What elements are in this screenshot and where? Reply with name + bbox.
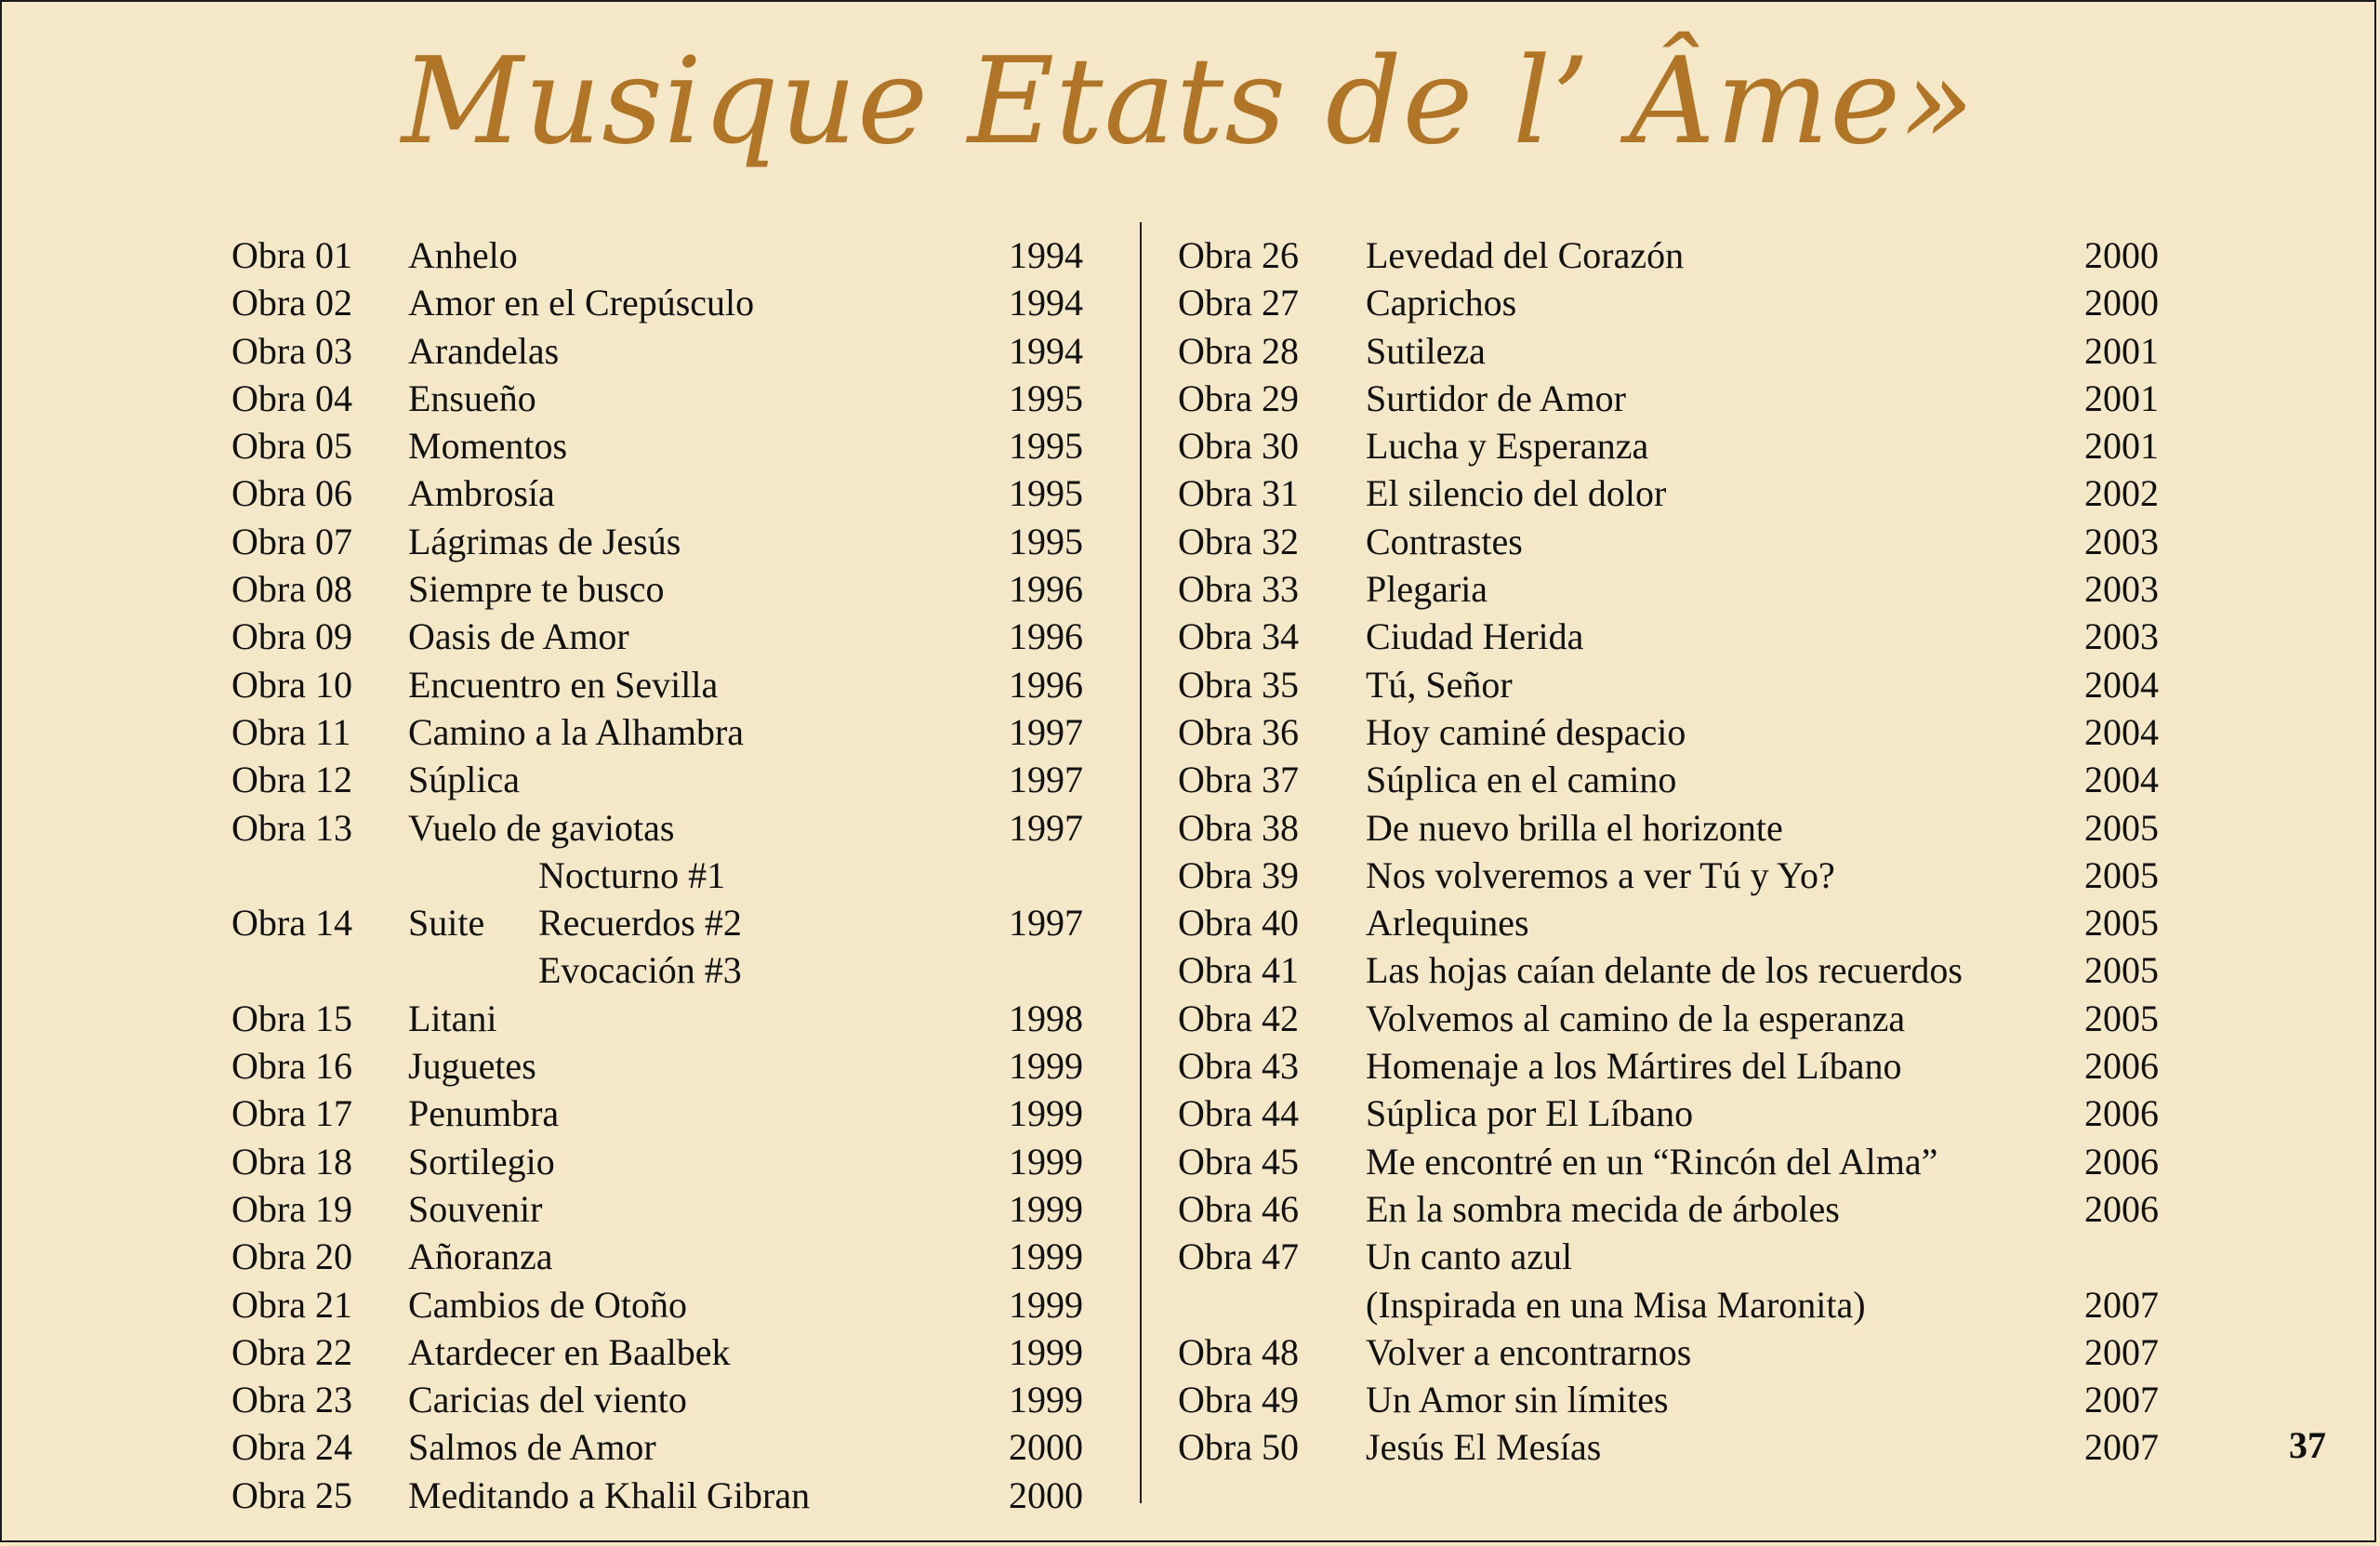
work-year: 2006	[2084, 1092, 2159, 1135]
work-year: 2005	[2084, 997, 2159, 1039]
work-number: Obra 07	[231, 520, 352, 562]
work-number: Obra 39	[1178, 853, 1299, 896]
list-item	[1178, 946, 2187, 994]
work-number: Obra 48	[1178, 1330, 1299, 1373]
list-item	[231, 565, 1087, 613]
work-title: Anhelo	[408, 234, 518, 276]
list-item	[231, 518, 1087, 565]
list-item	[231, 613, 1087, 660]
list-item	[231, 422, 1087, 469]
work-title: Sutileza	[1366, 329, 1486, 372]
work-number: Obra 41	[1178, 949, 1299, 992]
list-item	[231, 708, 1087, 756]
work-title: Arlequines	[1366, 902, 1529, 945]
list-item	[231, 1472, 1087, 1519]
work-number: Obra 31	[1178, 472, 1299, 515]
work-number: Obra 33	[1178, 568, 1299, 611]
work-year: 1999	[1009, 1379, 1083, 1421]
work-number: Obra 08	[231, 568, 352, 611]
work-year: 1994	[1009, 282, 1083, 324]
work-number: Obra 38	[1178, 806, 1299, 849]
work-title: Jesús El Mesías	[1366, 1426, 1602, 1469]
work-number: Obra 02	[231, 282, 352, 324]
work-title: Siempre te busco	[408, 568, 665, 611]
work-number: Obra 43	[1178, 1045, 1299, 1088]
work-year: 1996	[1009, 568, 1083, 611]
work-number: Obra 25	[231, 1473, 352, 1516]
work-number: Obra 15	[231, 997, 352, 1039]
list-item	[1178, 756, 2187, 803]
list-item	[1178, 279, 2187, 326]
work-number: Obra 20	[231, 1235, 352, 1278]
work-number: Obra 42	[1178, 997, 1299, 1039]
list-item	[1178, 995, 2187, 1042]
work-number: Obra 03	[231, 329, 352, 372]
work-title: Súplica por El Líbano	[1366, 1092, 1694, 1135]
work-number: Obra 18	[231, 1140, 352, 1183]
work-number: Obra 35	[1178, 663, 1299, 706]
work-year: 2003	[2084, 615, 2159, 658]
work-title: Lágrimas de Jesús	[408, 520, 681, 562]
work-title: Arandelas	[408, 329, 560, 372]
work-title: Tú, Señor	[1366, 663, 1513, 706]
work-year: 2004	[2084, 759, 2159, 801]
work-number: Obra 50	[1178, 1426, 1299, 1469]
work-title: Añoranza	[408, 1235, 553, 1278]
work-year: 1997	[1009, 806, 1083, 849]
work-title: Cambios de Otoño	[408, 1283, 687, 1326]
work-year: 1995	[1009, 472, 1083, 515]
list-item	[231, 375, 1087, 422]
work-number: Obra 26	[1178, 234, 1299, 276]
list-item	[1178, 565, 2187, 613]
list-item	[1178, 327, 2187, 375]
list-item	[1178, 231, 2187, 279]
list-item	[231, 231, 1087, 279]
work-year: 2007	[2084, 1379, 2159, 1421]
work-title: Salmos de Amor	[408, 1426, 656, 1469]
work-number: Obra 27	[1178, 282, 1299, 324]
list-item	[231, 661, 1087, 708]
list-item	[1178, 469, 2187, 517]
work-title: Las hojas caían delante de los recuerdos	[1366, 949, 1963, 992]
work-year: 1999	[1009, 1140, 1083, 1183]
work-title: Ensueño	[408, 377, 536, 419]
list-item	[231, 469, 1087, 517]
work-number: Obra 49	[1178, 1379, 1299, 1421]
list-item	[1178, 804, 2187, 852]
list-item	[231, 1185, 1087, 1233]
work-year: 1999	[1009, 1187, 1083, 1230]
work-year: 1998	[1009, 997, 1083, 1039]
work-year: 2005	[2084, 902, 2159, 945]
work-year: 1995	[1009, 425, 1083, 468]
work-year: 2000	[1009, 1426, 1083, 1469]
work-title: Contrastes	[1366, 520, 1523, 562]
work-title: Súplica en el camino	[1366, 759, 1677, 801]
work-number: Obra 40	[1178, 902, 1299, 945]
suite-part: Recuerdos #2	[538, 902, 742, 945]
list-item	[1178, 422, 2187, 469]
work-year: 1995	[1009, 377, 1083, 419]
work-number: Obra 09	[231, 615, 352, 658]
work-number: Obra 14	[231, 902, 352, 945]
list-item	[1178, 1376, 2187, 1423]
work-number: Obra 34	[1178, 615, 1299, 658]
work-year: 2005	[2084, 806, 2159, 849]
column-divider	[1140, 222, 1142, 1503]
work-year: 2001	[2084, 377, 2159, 419]
work-year: 1995	[1009, 520, 1083, 562]
list-item	[231, 1328, 1087, 1376]
list-item	[1178, 1090, 2187, 1137]
work-title: Penumbra	[408, 1092, 560, 1135]
work-year: 2005	[2084, 853, 2159, 896]
list-item	[231, 279, 1087, 326]
work-number: Obra 19	[231, 1187, 352, 1230]
list-item	[1178, 661, 2187, 708]
work-number: Obra 28	[1178, 329, 1299, 372]
list-item	[231, 1042, 1087, 1090]
work-number: Obra 04	[231, 377, 352, 419]
list-item	[1178, 518, 2187, 565]
work-number: Obra 36	[1178, 710, 1299, 753]
works-list-right	[1178, 231, 2187, 1472]
list-item	[1178, 375, 2187, 422]
work-number: Obra 22	[231, 1330, 352, 1373]
work-number: Obra 24	[231, 1426, 352, 1469]
suite-label: Suite	[408, 902, 485, 945]
work-title: Ciudad Herida	[1366, 615, 1584, 658]
work-year: 1994	[1009, 329, 1083, 372]
work-year: 1999	[1009, 1235, 1083, 1278]
work-title: Litani	[408, 997, 497, 1039]
work-title: (Inspirada en una Misa Maronita)	[1366, 1283, 1866, 1326]
work-number: Obra 44	[1178, 1092, 1299, 1135]
work-number: Obra 30	[1178, 425, 1299, 468]
work-number: Obra 01	[231, 234, 352, 276]
work-year: 2001	[2084, 425, 2159, 468]
work-title: Vuelo de gaviotas	[408, 806, 675, 849]
work-year: 2004	[2084, 663, 2159, 706]
work-number: Obra 16	[231, 1045, 352, 1088]
work-year: 1999	[1009, 1045, 1083, 1088]
list-item	[231, 852, 1087, 899]
work-title: Meditando a Khalil Gibran	[408, 1473, 811, 1516]
work-title: Súplica	[408, 759, 520, 801]
list-item	[231, 899, 1087, 946]
work-title: Levedad del Corazón	[1366, 234, 1685, 276]
list-item	[1178, 1233, 2187, 1280]
list-item	[1178, 852, 2187, 899]
suite-part: Nocturno #1	[538, 853, 726, 896]
work-title: Camino a la Alhambra	[408, 710, 745, 753]
work-number: Obra 12	[231, 759, 352, 801]
work-number: Obra 17	[231, 1092, 352, 1135]
list-item	[231, 946, 1087, 994]
work-title: El silencio del dolor	[1366, 472, 1667, 515]
list-item	[231, 756, 1087, 803]
work-title: De nuevo brilla el horizonte	[1366, 806, 1783, 849]
work-year: 1997	[1009, 759, 1083, 801]
work-year: 1997	[1009, 902, 1083, 945]
work-year: 2004	[2084, 710, 2159, 753]
work-year: 2006	[2084, 1045, 2159, 1088]
work-title: Un canto azul	[1366, 1235, 1573, 1278]
list-item	[1178, 613, 2187, 660]
work-number: Obra 45	[1178, 1140, 1299, 1183]
work-year: 2006	[2084, 1140, 2159, 1183]
work-title: Oasis de Amor	[408, 615, 629, 658]
list-item	[231, 1090, 1087, 1137]
list-item	[1178, 1328, 2187, 1376]
work-title: Volvemos al camino de la esperanza	[1366, 997, 1906, 1039]
list-item	[231, 1423, 1087, 1471]
work-title: Atardecer en Baalbek	[408, 1330, 731, 1373]
list-item	[231, 804, 1087, 852]
list-item	[231, 995, 1087, 1042]
work-number: Obra 46	[1178, 1187, 1299, 1230]
work-year: 2007	[2084, 1330, 2159, 1373]
work-title: Hoy caminé despacio	[1366, 710, 1686, 753]
work-number: Obra 06	[231, 472, 352, 515]
list-item	[231, 1138, 1087, 1185]
list-item	[1178, 1185, 2187, 1233]
list-item	[1178, 1281, 2187, 1328]
list-item	[231, 1281, 1087, 1328]
work-year: 2005	[2084, 949, 2159, 992]
work-title: Homenaje a los Mártires del Líbano	[1366, 1045, 1902, 1088]
work-number: Obra 29	[1178, 377, 1299, 419]
work-title: Surtidor de Amor	[1366, 377, 1626, 419]
list-item	[1178, 1042, 2187, 1090]
work-year: 1999	[1009, 1330, 1083, 1373]
list-item	[1178, 899, 2187, 946]
page-number: 37	[2289, 1424, 2326, 1466]
work-number: Obra 21	[231, 1283, 352, 1326]
work-title: Amor en el Crepúsculo	[408, 282, 755, 324]
work-year: 2007	[2084, 1426, 2159, 1469]
list-item	[1178, 1423, 2187, 1471]
work-title: Plegaria	[1366, 568, 1488, 611]
work-number: Obra 10	[231, 663, 352, 706]
work-year: 2001	[2084, 329, 2159, 372]
work-title: Momentos	[408, 425, 568, 468]
list-item	[231, 327, 1087, 375]
work-year: 1996	[1009, 663, 1083, 706]
work-title: Juguetes	[408, 1045, 536, 1088]
work-title: Ambrosía	[408, 472, 555, 515]
work-year: 2000	[1009, 1473, 1083, 1516]
work-year: 1999	[1009, 1283, 1083, 1326]
work-number: Obra 11	[231, 710, 351, 753]
work-year: 2000	[2084, 282, 2159, 324]
list-item	[231, 1376, 1087, 1423]
work-year: 2002	[2084, 472, 2159, 515]
work-number: Obra 13	[231, 806, 352, 849]
work-year: 2003	[2084, 520, 2159, 562]
list-item	[1178, 1138, 2187, 1185]
page-title: Musique Etats de l’ Âme»	[401, 33, 1976, 171]
work-year: 1996	[1009, 615, 1083, 658]
list-item	[231, 1233, 1087, 1280]
work-year: 1997	[1009, 710, 1083, 753]
work-year: 2006	[2084, 1187, 2159, 1230]
list-item	[1178, 708, 2187, 756]
work-title: Me encontré en un “Rincón del Alma”	[1366, 1140, 1938, 1183]
work-number: Obra 37	[1178, 759, 1299, 801]
work-title: Sortilegio	[408, 1140, 555, 1183]
work-title: Nos volveremos a ver Tú y Yo?	[1366, 853, 1835, 896]
work-title: Souvenir	[408, 1187, 543, 1230]
work-title: Encuentro en Sevilla	[408, 663, 719, 706]
work-year: 1999	[1009, 1092, 1083, 1135]
work-year: 1994	[1009, 234, 1083, 276]
work-year: 2000	[2084, 234, 2159, 276]
work-title: En la sombra mecida de árboles	[1366, 1187, 1840, 1230]
work-year: 2003	[2084, 568, 2159, 611]
work-number: Obra 23	[231, 1379, 352, 1421]
work-title: Caprichos	[1366, 282, 1517, 324]
work-title: Un Amor sin límites	[1366, 1379, 1669, 1421]
work-title: Caricias del viento	[408, 1379, 687, 1421]
work-title: Volver a encontrarnos	[1366, 1330, 1692, 1373]
work-year: 2007	[2084, 1283, 2159, 1326]
work-title: Lucha y Esperanza	[1366, 425, 1649, 468]
suite-part: Evocación #3	[538, 949, 742, 992]
work-number: Obra 47	[1178, 1235, 1299, 1278]
work-number: Obra 05	[231, 425, 352, 468]
works-list-left	[231, 231, 1087, 1519]
work-number: Obra 32	[1178, 520, 1299, 562]
